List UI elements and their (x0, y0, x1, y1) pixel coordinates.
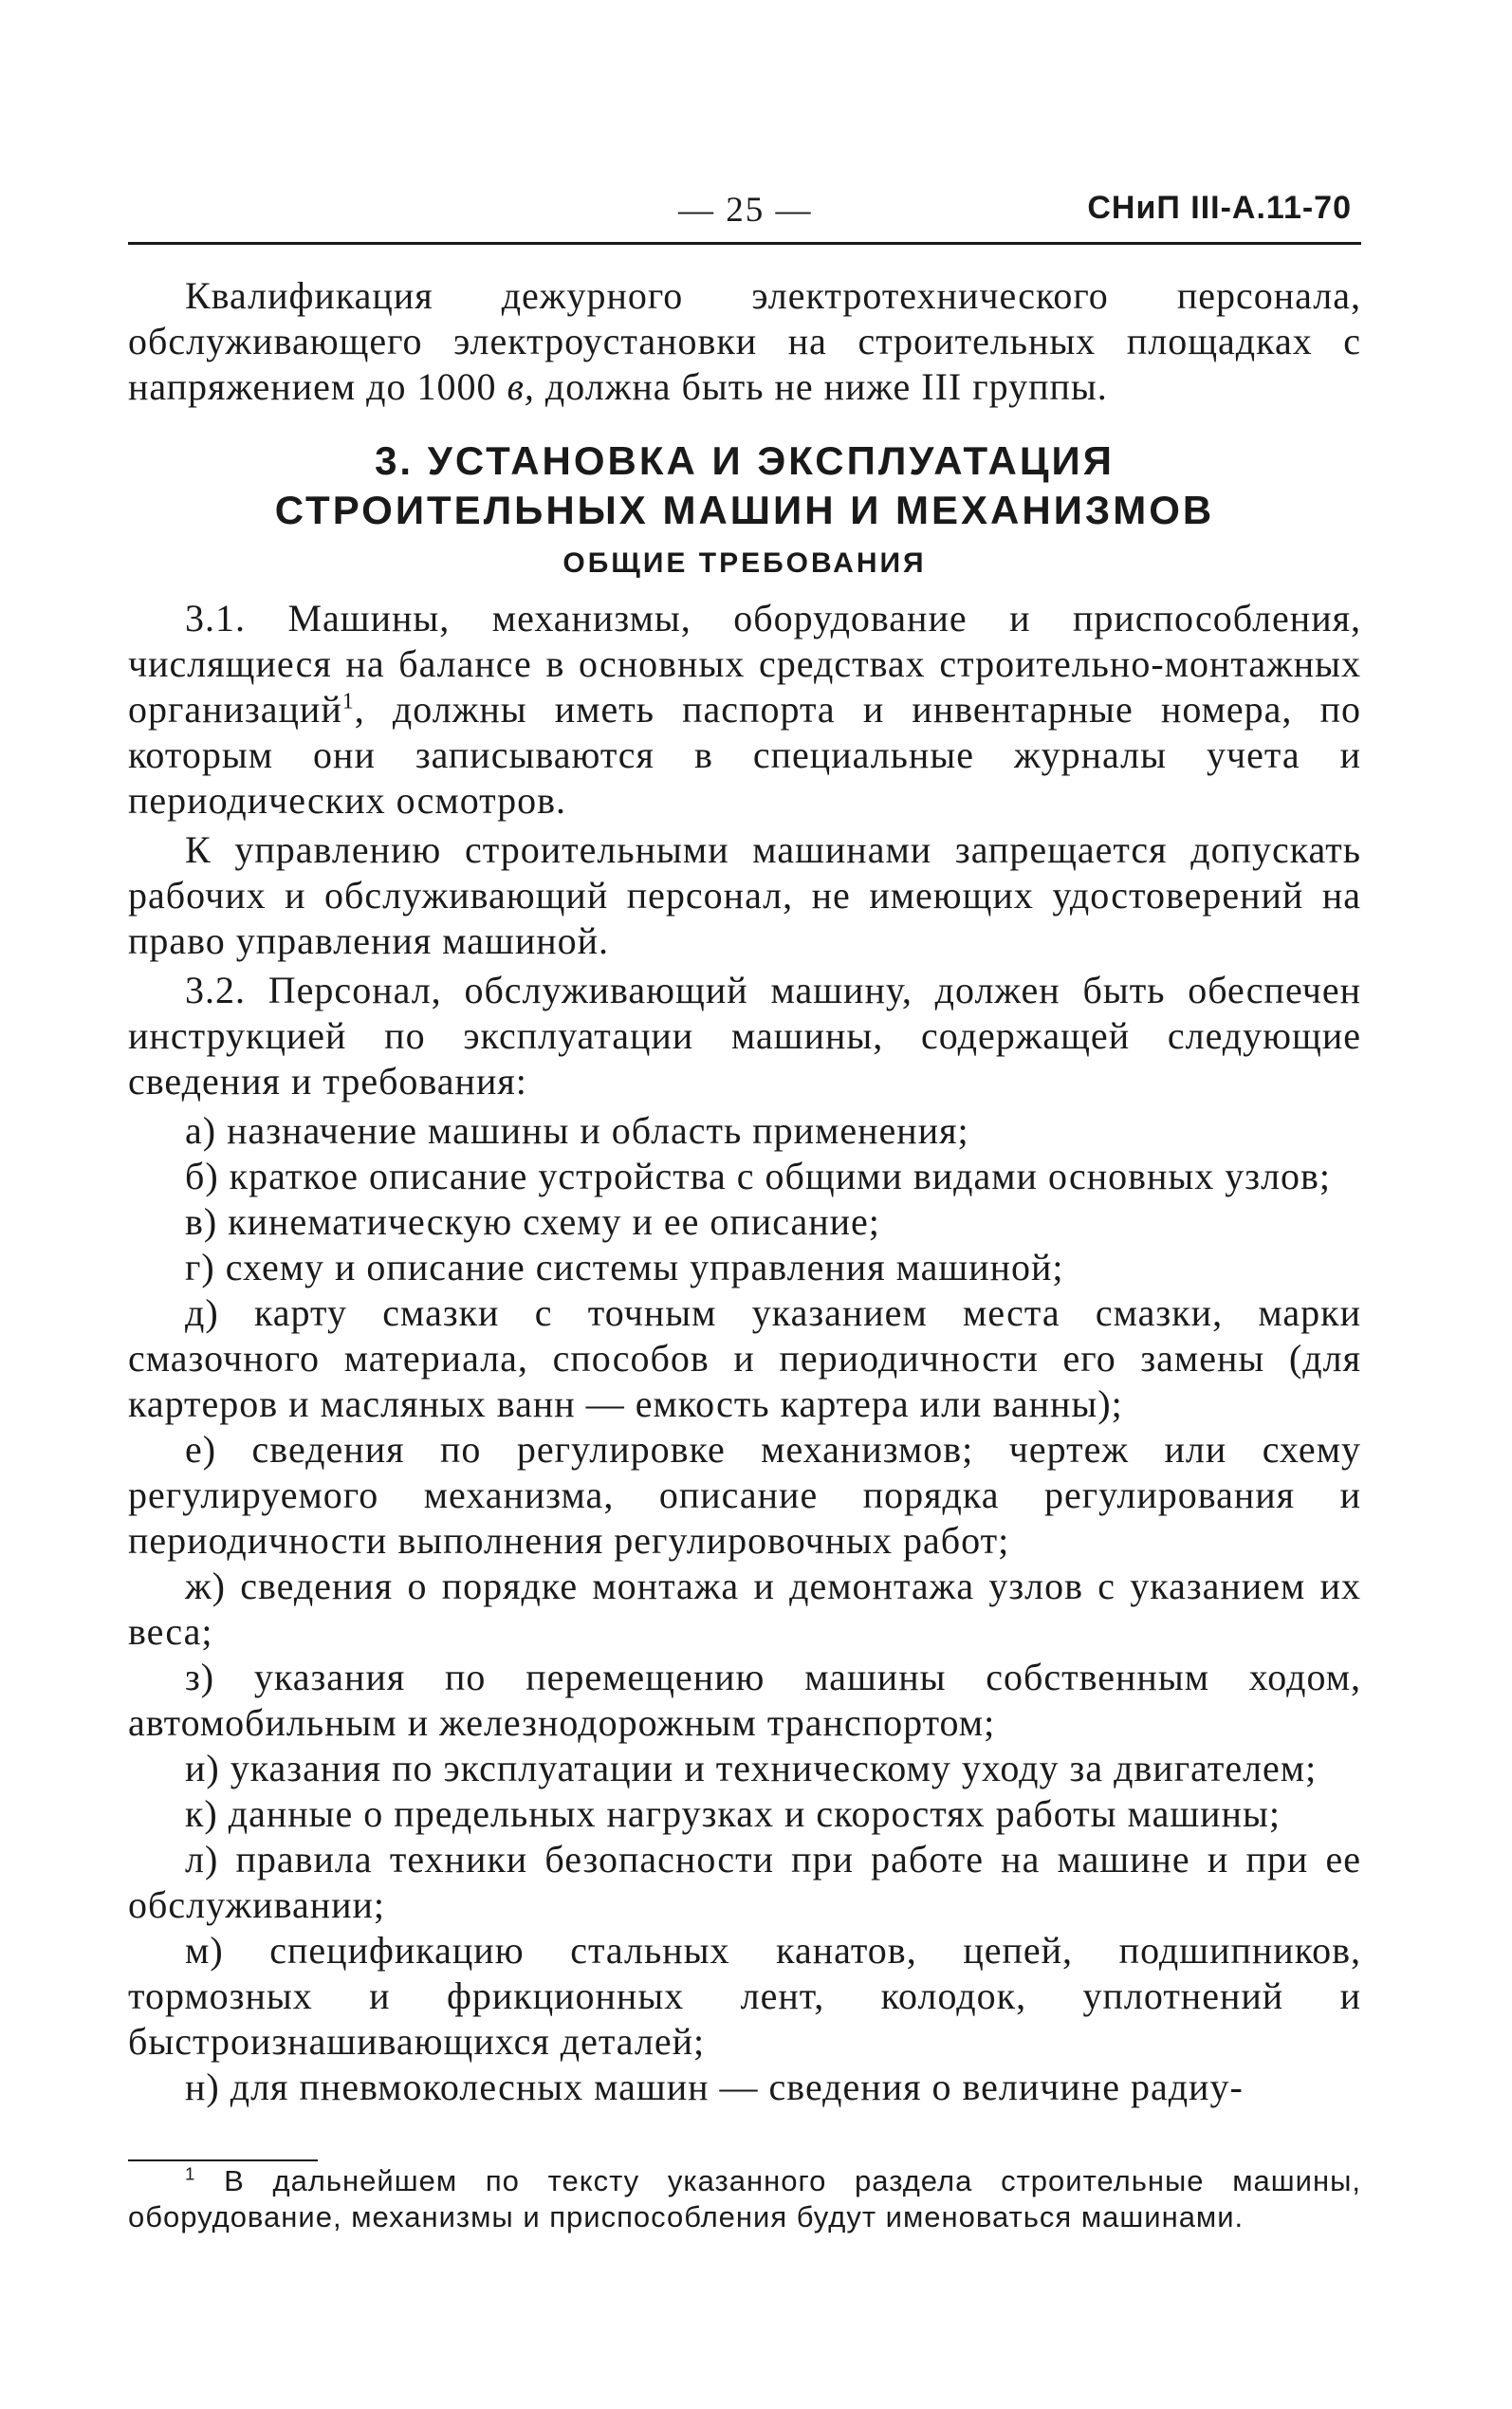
footnote (128, 2163, 1361, 2235)
intro-paragraph (128, 273, 1361, 410)
list-item: з) указания по перемещению машины собственным ходом, автомобильным и железнодорожным транспортом; (128, 1656, 1361, 1744)
list-item: л) правила техники безопасности при работе на машине и при ее обслуживании; (128, 1838, 1361, 1926)
list-item: и) указания по эксплуатации и техническому уходу за двигателем; (185, 1747, 1318, 1789)
page-number: — 25 — (678, 191, 813, 230)
list-item: к) данные о предельных нагрузках и скоростях работы машины; (185, 1792, 1281, 1835)
section-title-line-1: 3. УСТАНОВКА И ЭКСПЛУАТАЦИЯ (375, 438, 1115, 483)
main-content (128, 273, 1361, 2110)
list-item: н) для пневмоколесных машин — сведения о величине радиу- (185, 2066, 1244, 2108)
requirements-list (128, 1108, 1361, 2110)
document-code: СНиП III-А.11-70 (1087, 190, 1352, 226)
list-item: г) схему и описание системы управления машиной; (185, 1246, 1064, 1288)
subsection-title: ОБЩИЕ ТРЕБОВАНИЯ (562, 547, 927, 579)
footnote-text: В дальнейшем по тексту указанного раздела строительные машины, оборудование, механизмы и приспособления будут именоваться машинами. (128, 2164, 1361, 2233)
list-item: е) сведения по регулировке механизмов; чертеж или схему регулируемого механизма, описание порядка регулирования и периодичности выполнения регулировочных работ; (128, 1428, 1361, 1562)
footnote-marker: 1 (185, 2163, 196, 2184)
intro-text: Квалификация дежурного электротехнического персонала, обслуживающего электроустановки на строительных площадках с напряжением до 1000 (128, 274, 1361, 408)
intro-tail: должна быть не ниже III группы. (544, 365, 1108, 408)
paragraph-3-1 (128, 596, 1361, 824)
footnote-rule (128, 2159, 318, 2161)
header-rule (128, 242, 1361, 245)
running-header (128, 190, 1361, 237)
list-item: м) спецификацию стальных канатов, цепей, подшипников, тормозных и фрикционных лент, колодок, уплотнений и быстроизнашивающихся деталей; (128, 1929, 1361, 2063)
list-item: д) карту смазки с точным указанием места смазки, марки смазочного материала, способов и периодичности его замены (для картеров и масляных ванн — емкость картера или ванны); (128, 1291, 1361, 1425)
list-item: ж) сведения о порядке монтажа и демонтажа узлов с указанием их веса; (128, 1565, 1361, 1653)
voltage-unit: в, (507, 365, 535, 408)
p31-text: 3.1. Машины, механизмы, оборудование и приспособления, числящиеся на балансе в основных средствах строительно-монтажных организаций (128, 597, 1361, 731)
section-title-line-2: СТРОИТЕЛЬНЫХ МАШИН И МЕХАНИЗМОВ (274, 488, 1215, 532)
footnote-reference: 1 (341, 689, 355, 714)
list-item: в) кинематическую схему и ее описание; (185, 1200, 880, 1243)
list-item: а) назначение машины и область применения; (185, 1109, 969, 1152)
paragraph-3-1-continued: К управлению строительными машинами запрещается допускать рабочих и обслуживающий персонал, не имеющих удостоверений на право управления машиной. (128, 828, 1361, 962)
p31-text-end: , должны иметь паспорта и инвентарные номера, по которым они записываются в специальные журналы учета и периодических осмотров. (128, 688, 1361, 822)
list-item: б) краткое описание устройства с общими видами основных узлов; (185, 1155, 1332, 1197)
paragraph-3-2: 3.2. Персонал, обслуживающий машину, должен быть обеспечен инструкцией по эксплуатации машины, содержащей следующие сведения и требования: (128, 969, 1361, 1103)
section-title (128, 436, 1361, 535)
